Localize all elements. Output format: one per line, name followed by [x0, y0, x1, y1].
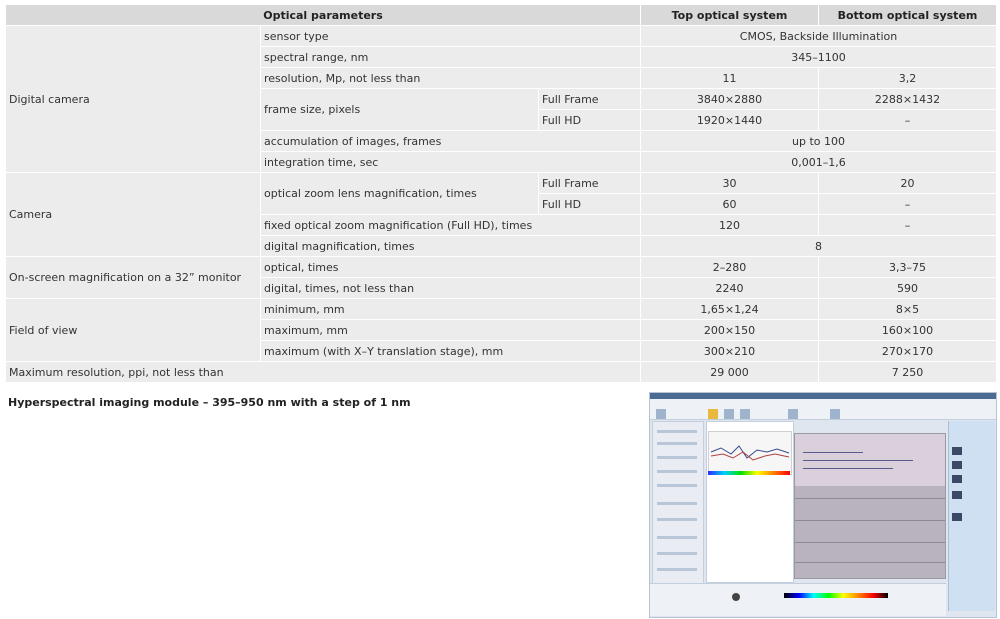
row-value-top: 30	[641, 173, 819, 194]
image-band	[795, 542, 945, 543]
row-value-bottom: 7 250	[819, 362, 997, 383]
record-icon	[732, 593, 740, 601]
table-row	[6, 26, 997, 47]
group-digital-camera: Digital camera	[6, 26, 261, 173]
ribbon-button-icon	[724, 409, 734, 419]
row-value-bottom: –	[819, 215, 997, 236]
hyperspectral-software-screenshot	[649, 392, 997, 618]
row-label: maximum (with X–Y translation stage), mm	[261, 341, 641, 362]
thumbnail-icon	[952, 447, 962, 455]
table-row	[6, 362, 997, 383]
row-value-top: 1920×1440	[641, 110, 819, 131]
app-right-panel	[948, 421, 995, 611]
row-label: resolution, Mp, not less than	[261, 68, 641, 89]
row-value-top: 1,65×1,24	[641, 299, 819, 320]
row-sublabel: Full HD	[539, 110, 641, 131]
row-sublabel: Full Frame	[539, 173, 641, 194]
color-palette-bar	[784, 593, 888, 598]
handwriting-line	[803, 460, 913, 461]
panel-row	[657, 484, 697, 487]
table-row	[6, 257, 997, 278]
row-value-bottom: 2288×1432	[819, 89, 997, 110]
panel-row	[657, 430, 697, 433]
row-label: maximum, mm	[261, 320, 641, 341]
row-label: digital, times, not less than	[261, 278, 641, 299]
panel-row	[657, 456, 697, 459]
header-bottom-optical-system: Bottom optical system	[819, 5, 997, 26]
row-label: frame size, pixels	[261, 89, 539, 131]
row-sublabel: Full HD	[539, 194, 641, 215]
row-value-bottom: 20	[819, 173, 997, 194]
row-label: accumulation of images, frames	[261, 131, 641, 152]
group-onscreen-magnification: On-screen magnification on a 32” monitor	[6, 257, 261, 299]
row-value-top: 11	[641, 68, 819, 89]
thumbnail-icon	[952, 475, 962, 483]
table-header-row	[6, 5, 997, 26]
row-value-top: 120	[641, 215, 819, 236]
table-row	[6, 299, 997, 320]
row-label: fixed optical zoom magnification (Full HD), times	[261, 215, 641, 236]
row-value-bottom: 590	[819, 278, 997, 299]
row-value-top: 200×150	[641, 320, 819, 341]
header-optical-parameters: Optical parameters	[6, 5, 641, 26]
panel-row	[657, 568, 697, 571]
panel-row	[657, 470, 697, 473]
row-label: sensor type	[261, 26, 641, 47]
row-value-both: 0,001–1,6	[641, 152, 997, 173]
row-value-bottom: 3,2	[819, 68, 997, 89]
row-value-top: 2240	[641, 278, 819, 299]
app-ribbon	[650, 399, 996, 420]
spectrum-graph	[708, 431, 792, 475]
group-maximum-resolution: Maximum resolution, ppi, not less than	[6, 362, 641, 383]
panel-row	[657, 518, 697, 521]
spectrum-bar	[708, 471, 790, 475]
panel-row	[657, 502, 697, 505]
app-bottom-toolbar	[650, 583, 946, 616]
row-sublabel: Full Frame	[539, 89, 641, 110]
table-row	[6, 173, 997, 194]
handwriting-line	[803, 452, 863, 453]
row-value-top: 3840×2880	[641, 89, 819, 110]
row-label: integration time, sec	[261, 152, 641, 173]
panel-row	[657, 442, 697, 445]
ribbon-button-icon	[708, 409, 718, 419]
row-value-bottom: –	[819, 194, 997, 215]
row-label: minimum, mm	[261, 299, 641, 320]
row-value-top: 29 000	[641, 362, 819, 383]
row-value-both: CMOS, Backside Illumination	[641, 26, 997, 47]
app-left-panel	[652, 421, 704, 585]
row-value-top: 2–280	[641, 257, 819, 278]
thumbnail-icon	[952, 513, 962, 521]
header-top-optical-system: Top optical system	[641, 5, 819, 26]
row-value-bottom: –	[819, 110, 997, 131]
ribbon-button-icon	[740, 409, 750, 419]
row-label: optical zoom lens magnification, times	[261, 173, 539, 215]
row-value-bottom: 8×5	[819, 299, 997, 320]
thumbnail-icon	[952, 461, 962, 469]
panel-row	[657, 552, 697, 555]
image-band	[795, 498, 945, 499]
thumbnail-icon	[952, 491, 962, 499]
handwriting-line	[803, 468, 893, 469]
row-value-top: 300×210	[641, 341, 819, 362]
row-value-both: 8	[641, 236, 997, 257]
ribbon-button-icon	[788, 409, 798, 419]
row-label: optical, times	[261, 257, 641, 278]
row-value-bottom: 160×100	[819, 320, 997, 341]
row-value-both: up to 100	[641, 131, 997, 152]
image-band	[795, 562, 945, 563]
panel-row	[657, 536, 697, 539]
row-value-top: 60	[641, 194, 819, 215]
group-field-of-view: Field of view	[6, 299, 261, 362]
row-value-bottom: 3,3–75	[819, 257, 997, 278]
group-camera: Camera	[6, 173, 261, 257]
ribbon-button-icon	[656, 409, 666, 419]
row-label: spectral range, nm	[261, 47, 641, 68]
document-image-view	[794, 433, 946, 579]
row-value-both: 345–1100	[641, 47, 997, 68]
row-value-bottom: 270×170	[819, 341, 997, 362]
row-label: digital magnification, times	[261, 236, 641, 257]
spectrum-curve	[709, 432, 791, 474]
hyperspectral-module-caption: Hyperspectral imaging module – 395–950 nm with a step of 1 nm	[8, 396, 411, 409]
optical-parameters-table	[5, 4, 997, 383]
ribbon-button-icon	[830, 409, 840, 419]
image-band	[795, 520, 945, 521]
